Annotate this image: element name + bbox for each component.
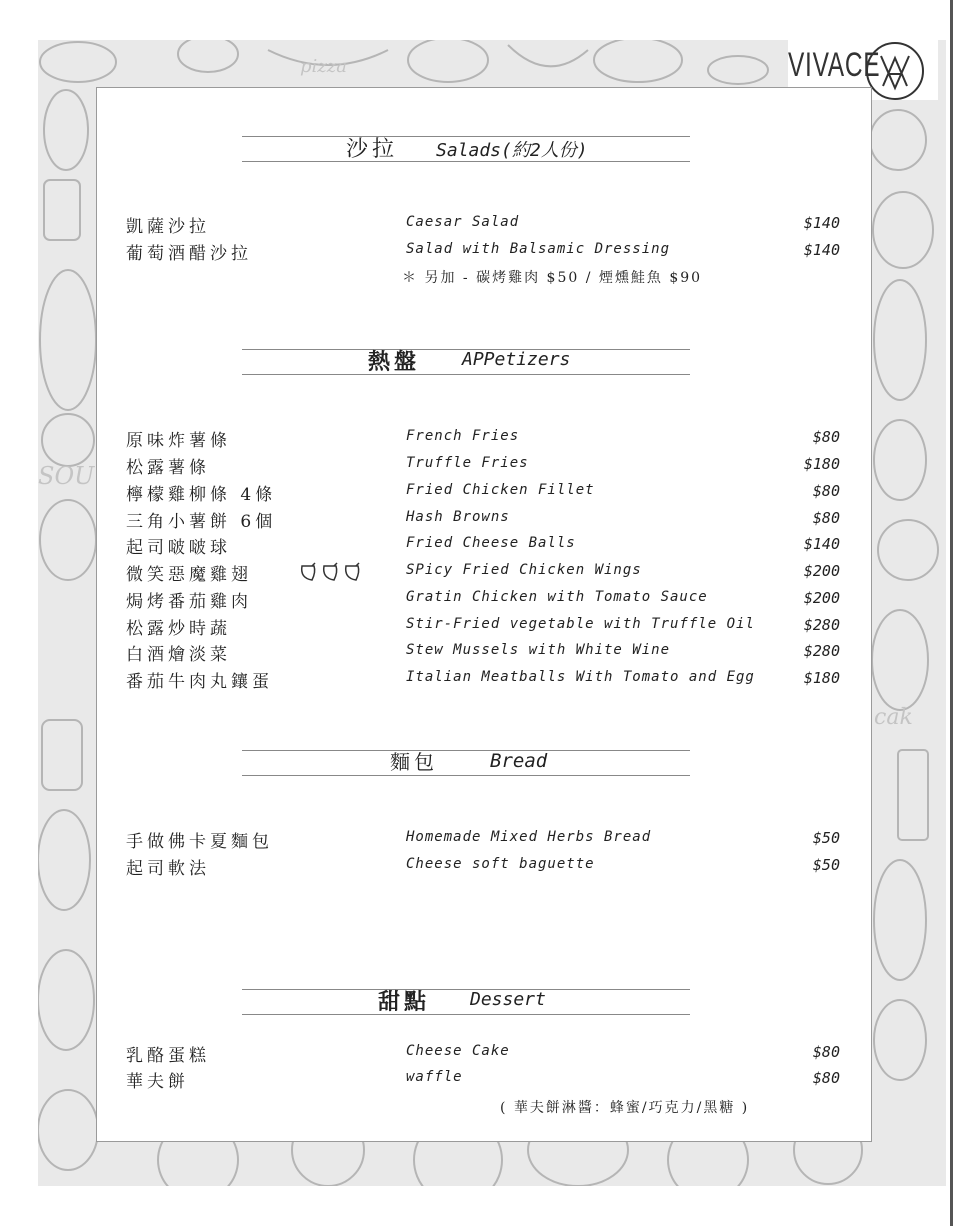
item-name-en: Salad with Balsamic Dressing bbox=[406, 241, 671, 257]
item-name-zh: 華夫餅 bbox=[126, 1072, 189, 1092]
menu-item bbox=[126, 667, 846, 691]
section-rule-bottom bbox=[242, 374, 690, 375]
item-price: $50 bbox=[812, 829, 840, 847]
menu-item bbox=[126, 1067, 846, 1091]
section-title-en: Dessert bbox=[470, 989, 546, 1010]
menu-item bbox=[126, 560, 846, 584]
item-price: $80 bbox=[812, 428, 840, 446]
right-margin bbox=[946, 0, 960, 1226]
item-name-zh: 原味炸薯條 bbox=[126, 431, 231, 451]
background-sketch-lettering: cak bbox=[874, 705, 913, 730]
item-name-zh: 白酒燴淡菜 bbox=[126, 645, 231, 665]
item-name-en: Hash Browns bbox=[406, 509, 510, 525]
item-price: $50 bbox=[812, 856, 840, 874]
item-name-en: Cheese Cake bbox=[406, 1043, 510, 1059]
item-name-zh: 檸檬雞柳條 4條 bbox=[126, 485, 277, 505]
item-name-en: French Fries bbox=[406, 428, 520, 444]
section-title-zh: 甜點 bbox=[378, 989, 431, 1015]
section-rule-bottom bbox=[242, 1014, 690, 1015]
right-edge-line bbox=[950, 0, 953, 1226]
menu-item bbox=[126, 480, 846, 504]
item-name-zh: 手做佛卡夏麵包 bbox=[126, 832, 273, 852]
item-name-zh: 凱薩沙拉 bbox=[126, 217, 210, 237]
item-name-en: Cheese soft baguette bbox=[406, 856, 595, 872]
item-name-zh: 葡萄酒醋沙拉 bbox=[126, 244, 252, 264]
item-name-en: Fried Cheese Balls bbox=[406, 535, 576, 551]
background-sketch-lettering: pizza bbox=[300, 56, 347, 77]
item-price: $200 bbox=[803, 562, 840, 580]
section-title-zh: 沙拉 bbox=[346, 137, 399, 162]
item-price: $140 bbox=[803, 535, 840, 553]
section-rule-top bbox=[242, 989, 690, 990]
menu-item bbox=[126, 507, 846, 531]
item-price: $280 bbox=[803, 616, 840, 634]
item-name-en: Stew Mussels with White Wine bbox=[406, 642, 671, 658]
chili-pepper-icon bbox=[298, 562, 364, 584]
menu-item bbox=[126, 239, 846, 263]
item-price: $140 bbox=[803, 241, 840, 259]
item-name-en: Italian Meatballs With Tomato and Egg bbox=[406, 669, 755, 685]
item-price: $140 bbox=[803, 214, 840, 232]
item-name-en: waffle bbox=[406, 1069, 463, 1085]
item-name-en: SPicy Fried Chicken Wings bbox=[406, 562, 642, 578]
item-name-en: Homemade Mixed Herbs Bread bbox=[406, 829, 652, 845]
item-name-zh: 乳酪蛋糕 bbox=[126, 1046, 210, 1066]
item-name-zh: 松露薯條 bbox=[126, 458, 210, 478]
section-title-en: Salads(約2人份) bbox=[436, 140, 588, 161]
item-name-en: Fried Chicken Fillet bbox=[406, 482, 595, 498]
item-price: $280 bbox=[803, 642, 840, 660]
section-header-dessert bbox=[242, 989, 690, 1015]
item-name-zh: 焗烤番茄雞肉 bbox=[126, 592, 252, 612]
menu-item bbox=[126, 614, 846, 638]
background-sketch-lettering: SOU bbox=[38, 462, 95, 490]
item-price: $180 bbox=[803, 669, 840, 687]
item-price: $80 bbox=[812, 509, 840, 527]
item-name-en: Gratin Chicken with Tomato Sauce bbox=[406, 589, 708, 605]
section-rule-bottom bbox=[242, 775, 690, 776]
menu-item bbox=[126, 640, 846, 664]
item-price: $180 bbox=[803, 455, 840, 473]
menu-item bbox=[126, 827, 846, 851]
menu-item bbox=[126, 426, 846, 450]
item-name-en: Truffle Fries bbox=[406, 455, 529, 471]
item-name-zh: 起司啵啵球 bbox=[126, 538, 231, 558]
item-name-zh: 番茄牛肉丸鑲蛋 bbox=[126, 672, 273, 692]
item-price: $200 bbox=[803, 589, 840, 607]
section-title-zh: 熱盤 bbox=[368, 349, 421, 375]
menu-item bbox=[126, 854, 846, 878]
section-rule-top bbox=[242, 750, 690, 751]
item-price: $80 bbox=[812, 1069, 840, 1087]
item-name-zh: 起司軟法 bbox=[126, 859, 210, 879]
item-price: $80 bbox=[812, 1043, 840, 1061]
item-name-en: Stir-Fried vegetable with Truffle Oil bbox=[406, 616, 755, 632]
item-price: $80 bbox=[812, 482, 840, 500]
salad-add-on-note: ＊ 另加 - 碳烤雞肉 $50 / 煙燻鮭魚 $90 bbox=[402, 270, 703, 286]
section-title-en: Bread bbox=[490, 750, 548, 772]
brand-wordmark: VIVACE bbox=[788, 46, 881, 84]
brand-monogram-icon bbox=[864, 40, 926, 102]
menu-item bbox=[126, 212, 846, 236]
menu-item bbox=[126, 1041, 846, 1065]
section-header-salads bbox=[242, 136, 690, 162]
item-name-zh: 三角小薯餅 6個 bbox=[126, 512, 277, 532]
section-title-en: APPetizers bbox=[462, 349, 571, 370]
menu-item bbox=[126, 453, 846, 477]
waffle-sauce-note: ( 華夫餅淋醬：蜂蜜/巧克力/黑糖 ) bbox=[500, 1100, 750, 1116]
menu-item bbox=[126, 587, 846, 611]
item-name-zh: 微笑惡魔雞翅 bbox=[126, 565, 252, 585]
section-title-zh: 麵包 bbox=[390, 750, 438, 774]
menu-item bbox=[126, 533, 846, 557]
item-name-zh: 松露炒時蔬 bbox=[126, 619, 231, 639]
item-name-en: Caesar Salad bbox=[406, 214, 520, 230]
section-header-appetizers bbox=[242, 349, 690, 375]
section-header-bread bbox=[242, 750, 690, 776]
